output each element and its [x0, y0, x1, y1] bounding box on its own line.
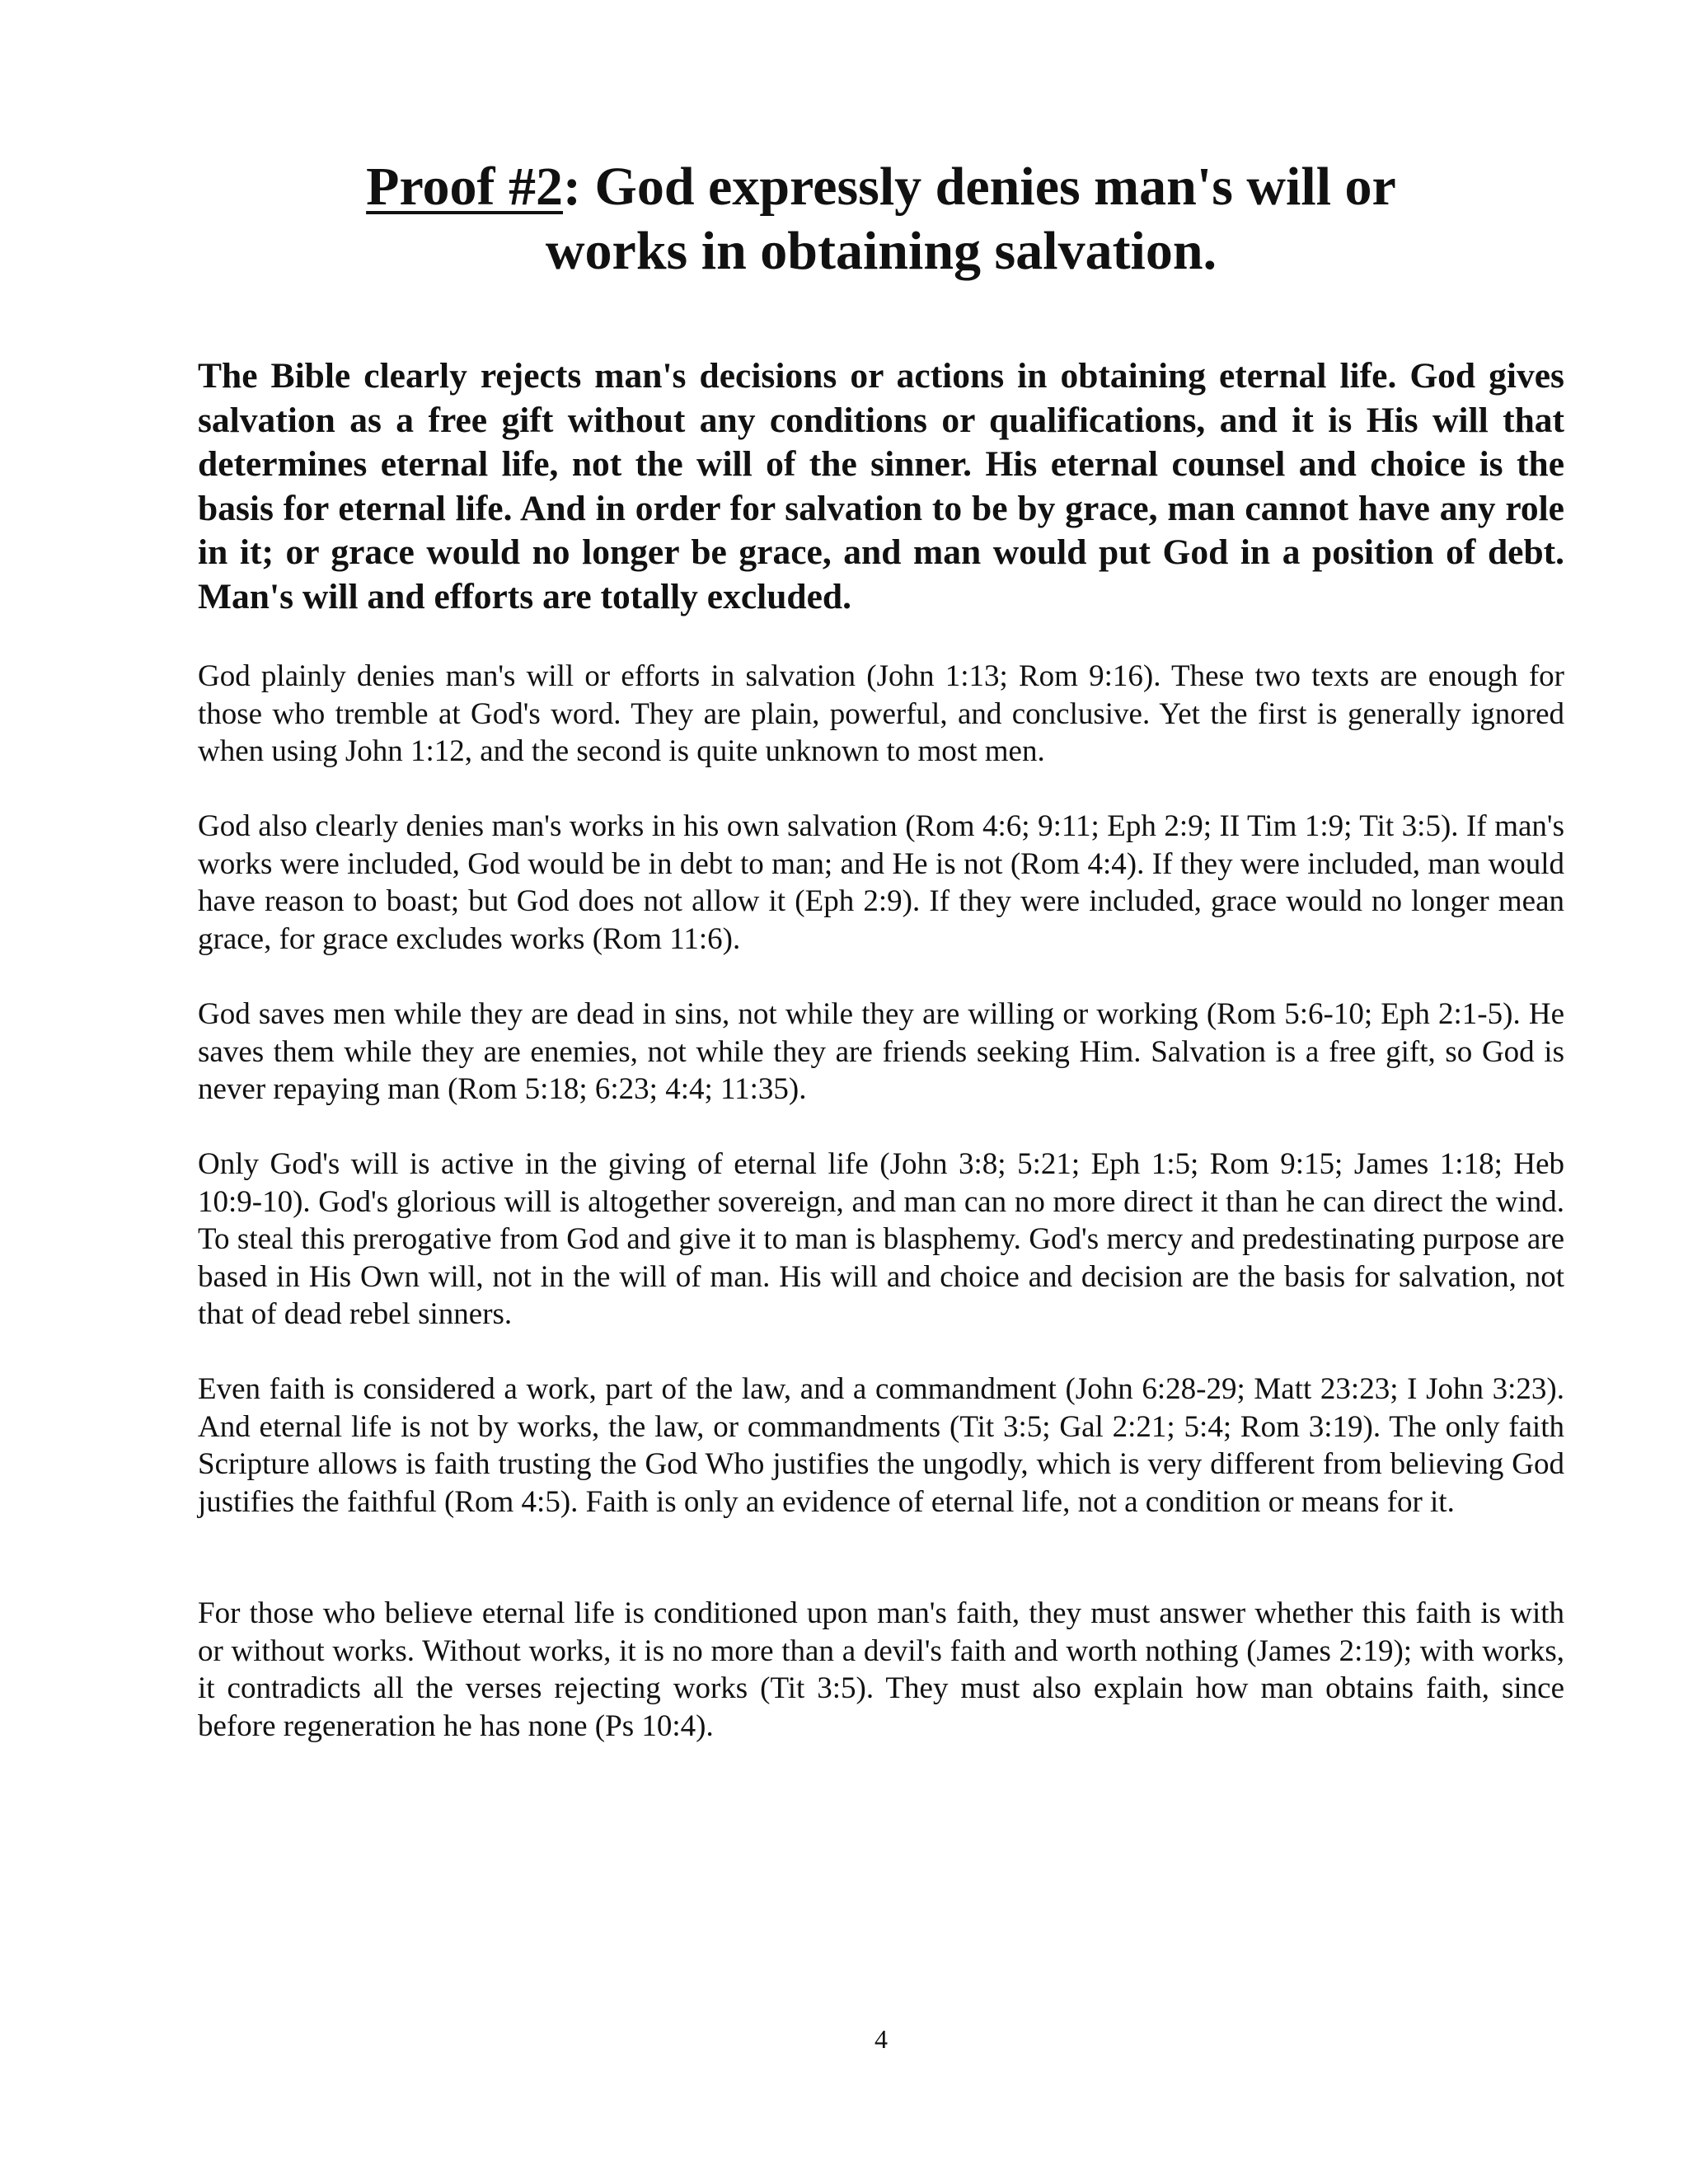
page-title [198, 155, 1564, 284]
body-paragraph-1: God plainly denies man's will or efforts in salvation (John 1:13; Rom 9:16). These two texts are enough for those who tremble at God's word. They are plain, powerful, and conclusive. Yet the first is generally ignored when using John 1:12, and the second is quite unknown to most men. [198, 659, 1564, 769]
title-line-2: works in obtaining salvation. [545, 221, 1217, 281]
body-paragraph-6: For those who believe eternal life is conditioned upon man's faith, they must answer whether this faith is with or without works. Without works, it is no more than a devil's faith and worth nothing (James 2:19); with works, it contradicts all the verses rejecting works (Tit 3:5). They must also explain how man obtains faith, since before regeneration he has none (Ps 10:4). [198, 1596, 1564, 1743]
title-line-1-text: : God expressly denies man's will or [563, 157, 1396, 217]
document-page [198, 0, 1564, 2184]
body-paragraph-5: Even faith is considered a work, part of the law, and a commandment (John 6:28-29; Matt 23:23; I John 3:23). And eternal life is not by works, the law, or commandments (Tit 3:5; Gal 2:21; 5:4; Rom 3:19). The only faith Scripture allows is faith trusting the God Who justifies the ungodly, which is very different from believing God justifies the faithful (Rom 4:5). Faith is only an evidence of eternal life, not a condition or means for it. [198, 1372, 1564, 1519]
title-line-1 [198, 155, 1564, 219]
proof-label: Proof #2 [366, 157, 564, 217]
lead-paragraph: The Bible clearly rejects man's decisions or actions in obtaining eternal life. God gives salvation as a free gift without any conditions or qualifications, and it is His will that determines eternal life, not the will of the sinner. His eternal counsel and choice is the basis for eternal life. And in order for salvation to be by grace, man cannot have any role in it; or grace would no longer be grace, and man would put God in a position of debt. Man's will and efforts are totally excluded. [198, 356, 1564, 616]
body-paragraph-3: God saves men while they are dead in sins, not while they are willing or working (Rom 5:6-10; Eph 2:1-5). He saves them while they are enemies, not while they are friends seeking Him. Salvation is a free gift, so God is never repaying man (Rom 5:18; 6:23; 4:4; 11:35). [198, 997, 1564, 1107]
page-number: 4 [874, 2024, 888, 2054]
body-paragraph-2: God also clearly denies man's works in his own salvation (Rom 4:6; 9:11; Eph 2:9; II Tim 1:9; Tit 3:5). If man's works were included, God would be in debt to man; and He is not (Rom 4:4). If they were included, man would have reason to boast; but God does not allow it (Eph 2:9). If they were included, grace would no longer mean grace, for grace excludes works (Rom 11:6). [198, 809, 1564, 956]
body-paragraph-4: Only God's will is active in the giving of eternal life (John 3:8; 5:21; Eph 1:5; Rom 9:15; James 1:18; Heb 10:9-10). God's glorious will is altogether sovereign, and man can no more direct it than he can direct the wind. To steal this prerogative from God and give it to man is blasphemy. God's mercy and predestinating purpose are based in His Own will, not in the will of man. His will and choice and decision are the basis for salvation, not that of dead rebel sinners. [198, 1147, 1564, 1332]
